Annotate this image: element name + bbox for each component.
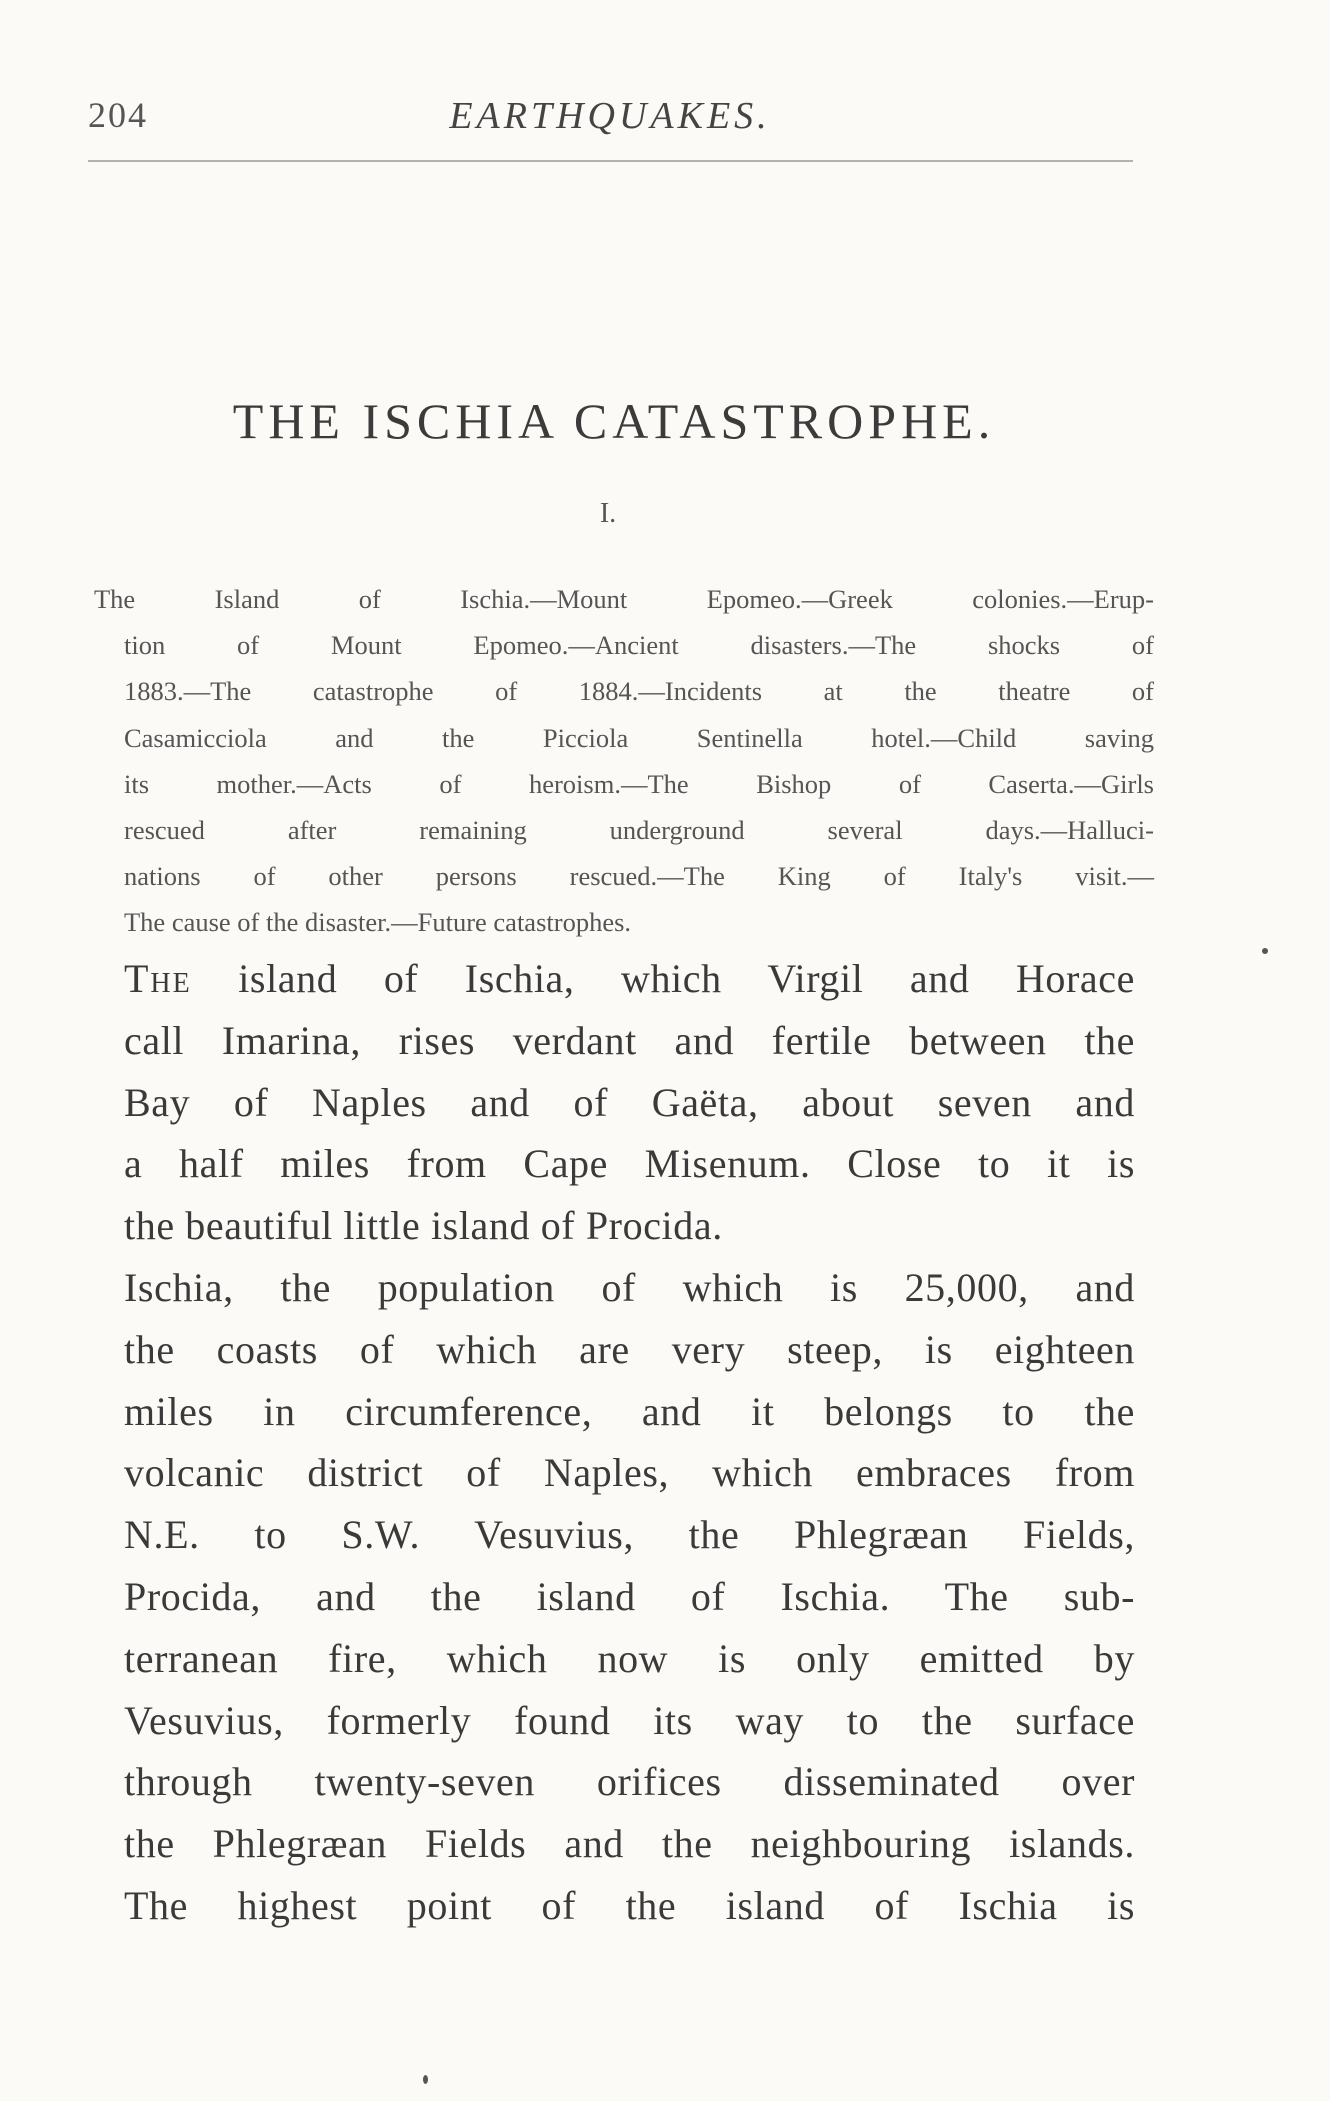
page-number: 204 xyxy=(88,95,148,135)
ink-speck xyxy=(1262,948,1268,954)
body-line: a half miles from Cape Misenum. Close to it is xyxy=(124,1141,1135,1187)
body-line: through twenty-seven orifices disseminated over xyxy=(124,1759,1135,1805)
running-head: EARTHQUAKES. xyxy=(449,95,771,137)
body-line: call Imarina, rises verdant and fertile between the xyxy=(124,1017,1135,1063)
synopsis-line: nations of other persons rescued.—The King of Italy's visit.— xyxy=(124,861,1154,892)
synopsis-line: 1883.—The catastrophe of 1884.—Incidents at the theatre of xyxy=(124,676,1154,707)
section-number: I. xyxy=(599,498,617,529)
body-line: the Phlegræan Fields and the neighbouring islands. xyxy=(124,1821,1135,1867)
header-rule xyxy=(88,160,1133,162)
body-line: Ischia, the population of which is 25,000, and xyxy=(124,1264,1135,1310)
synopsis-line: tion of Mount Epomeo.—Ancient disasters.—The shocks of xyxy=(124,630,1154,661)
chapter-title: THE ISCHIA CATASTROPHE. xyxy=(232,393,996,449)
ink-speck xyxy=(423,2075,428,2084)
synopsis-line: The Island of Ischia.—Mount Epomeo.—Greek colonies.—Erup- xyxy=(94,584,1154,614)
body-line: terranean fire, which now is only emitted by xyxy=(124,1635,1135,1681)
chapter-synopsis xyxy=(94,576,1154,946)
drop-word: The xyxy=(124,956,192,1001)
first-line-text: island of Ischia, which Virgil and Horace xyxy=(238,956,1135,1001)
body-line: the coasts of which are very steep, is eighteen xyxy=(124,1326,1135,1372)
body-line xyxy=(124,948,1135,1010)
body-line: The highest point of the island of Ischia is xyxy=(124,1882,1135,1928)
body-line: volcanic district of Naples, which embraces from xyxy=(124,1450,1135,1496)
synopsis-line: its mother.—Acts of heroism.—The Bishop of Caserta.—Girls xyxy=(124,768,1154,799)
synopsis-line: The cause of the disaster.—Future catastrophes. xyxy=(124,907,632,938)
body-line: Vesuvius, formerly found its way to the surface xyxy=(124,1697,1135,1743)
body-text xyxy=(124,948,1135,1937)
body-line: the beautiful little island of Procida. xyxy=(124,1203,723,1249)
page-header xyxy=(88,94,1132,154)
body-line: miles in circumference, and it belongs to the xyxy=(124,1388,1135,1434)
synopsis-line: Casamicciola and the Picciola Sentinella hotel.—Child saving xyxy=(124,722,1154,753)
body-line: Bay of Naples and of Gaëta, about seven and xyxy=(124,1079,1135,1125)
synopsis-line: rescued after remaining underground several days.—Halluci- xyxy=(124,815,1154,846)
body-line: N.E. to S.W. Vesuvius, the Phlegræan Fields, xyxy=(124,1512,1135,1558)
body-line: Procida, and the island of Ischia. The sub- xyxy=(124,1573,1135,1619)
